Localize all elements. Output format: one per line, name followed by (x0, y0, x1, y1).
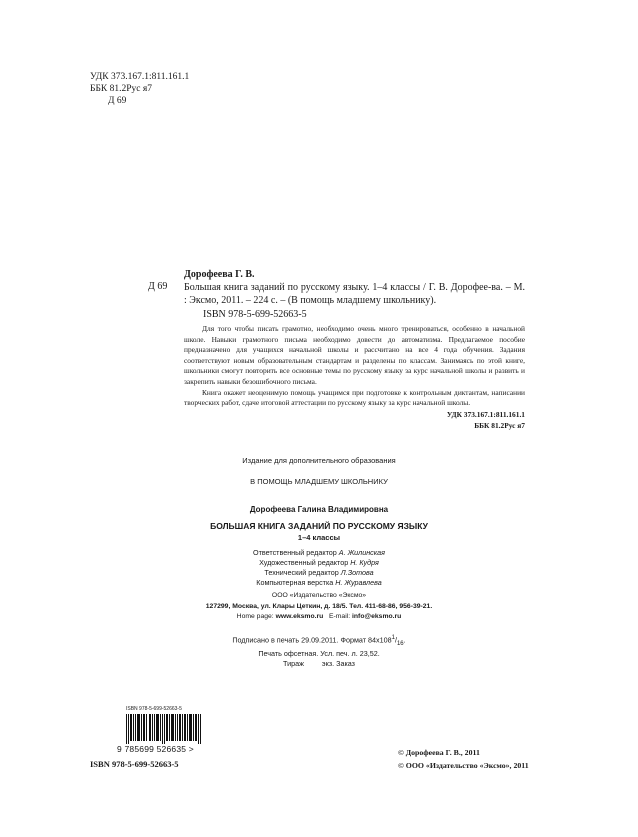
annotation (184, 324, 525, 409)
copyright-block (398, 746, 529, 772)
email-link[interactable]: info@eksmo.ru (352, 613, 402, 620)
grades: 1–4 классы (297, 533, 341, 542)
full-author-name: Дорофеева Галина Владимировна (249, 505, 389, 514)
catalog-isbn: ISBN 978-5-699-52663-5 (203, 309, 307, 320)
catalog-udk-right (447, 410, 525, 431)
zakaz-label: экз. Заказ (321, 659, 355, 669)
book-title: БОЛЬШАЯ КНИГА ЗАДАНИЙ ПО РУССКОМУ ЯЗЫКУ (210, 521, 428, 531)
udk-right: УДК 373.167.1:811.161.1 (446, 410, 525, 419)
credit-person: Н. Кудря (350, 558, 379, 567)
isbn-bottom: ISBN 978-5-699-52663-5 (90, 759, 179, 769)
barcode-digits: 9 785699 526635 > (117, 744, 194, 754)
annotation-paragraph-1: Для того чтобы писать грамотно, необходимо очень много тренироваться, особенно в начальной школе. Навыки грамотного письма необходимо довести до автоматизма. Предлагаемое пособие предназначено для учащихся начальной школы и рассчитано на все 4 года обучения. Задания соответствуют новым образовательным стандартам и разделены по классам. Занимаясь по этой книге, школьники смогут повторить все основные темы по русскому языку за курс начальной школы и развить и закрепить навыки безошибочного письма. (184, 324, 525, 386)
credit-role: Ответственный редактор (252, 548, 337, 557)
publisher-info (0, 591, 638, 623)
udk-code: УДК 373.167.1:811.161.1 (90, 72, 190, 82)
classification-block (90, 71, 189, 107)
signed-line: Подписано в печать 29.09.2011. Формат $84х108^1/_{16}$. (232, 635, 406, 647)
credit-line (0, 548, 638, 558)
tirazh-line (0, 659, 638, 669)
credit-role: Компьютерная верстка (256, 578, 334, 587)
author-code: Д 69 (108, 96, 127, 106)
bbk-right: ББК 81.2Рус я7 (474, 420, 525, 430)
homepage-link[interactable]: www.eksmo.ru (275, 613, 324, 620)
publication-note: Издание для дополнительного образования (242, 456, 396, 465)
credit-line (0, 558, 638, 568)
credits (0, 548, 638, 588)
bbk-code: ББК 81.2Рус я7 (90, 84, 152, 94)
credit-line (0, 578, 638, 588)
catalog-code: Д 69 (148, 281, 168, 292)
credit-role: Художественный редактор (259, 558, 349, 567)
tirazh-label: Тираж (283, 659, 304, 669)
barcode-isbn-small: ISBN 978-5-699-52663-5 (126, 706, 182, 712)
credit-line (0, 568, 638, 578)
homepage-label: Home page: (236, 613, 274, 620)
format-sup: 1 (391, 635, 395, 641)
email-label: E-mail: (328, 613, 351, 620)
catalog-biblio: Большая книга заданий по русскому языку. 1–4 классы / Г. В. Дорофее-ва. – М. : Эксмо, 2011. – 224 с. – (В помощь младшему школьнику). (184, 282, 525, 306)
credit-person: Л.Зотова (340, 568, 374, 577)
series-name: В ПОМОЩЬ МЛАДШЕМУ ШКОЛЬНИКУ (250, 477, 388, 486)
credit-person: Н. Журавлева (335, 578, 382, 587)
catalog-author: Дорофеева Г. В. (184, 269, 255, 280)
barcode-icon (126, 714, 202, 744)
signed-text: Подписано в печать 29.09.2011. Формат 84х108 (232, 635, 392, 645)
copyright-author: © Дорофеева Г. В., 2011 (398, 748, 480, 757)
annotation-paragraph-2: Книга окажет неоценимую помощь учащимся при подготовке к контрольным диктантам, написании творческих работ, сдаче итоговой аттестации по русскому языку за курс начальной школы. (184, 387, 525, 408)
copyright-publisher: © ООО «Издательство «Эксмо», 2011 (398, 761, 529, 770)
publisher-address: 127299, Москва, ул. Клары Цеткин, д. 18/5. Тел. 411-68-86, 956-39-21. (205, 602, 433, 610)
format-sub: 16 (396, 640, 404, 647)
print-info (0, 633, 638, 669)
credit-person: А. Жилинская (338, 548, 385, 557)
publisher-name: ООО «Издательство «Эксмо» (271, 592, 367, 599)
print-details: Печать офсетная. Усл. печ. л. 23,52. (258, 649, 380, 659)
publisher-contacts (0, 612, 638, 623)
credit-role: Технический редактор (264, 568, 339, 577)
